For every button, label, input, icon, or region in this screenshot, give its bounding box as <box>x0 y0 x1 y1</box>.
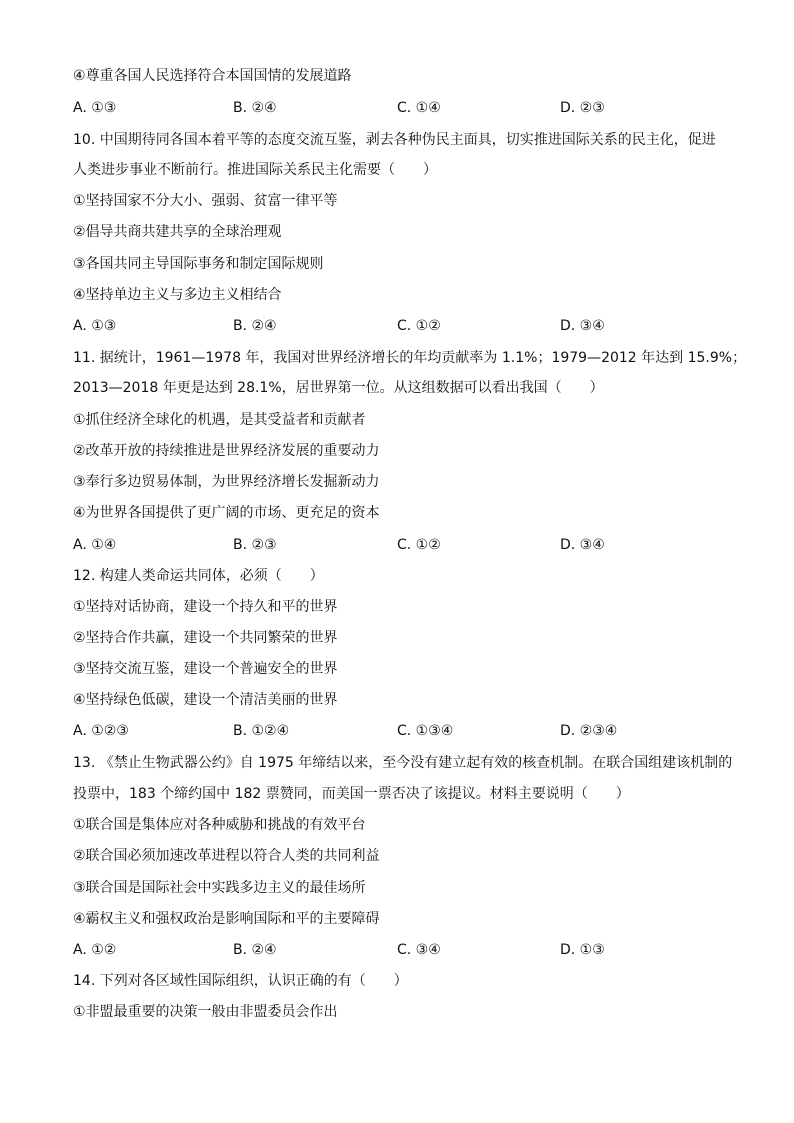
q12-option-c: C. ①③④ <box>397 723 454 739</box>
q10-option-b: B. ②④ <box>233 318 277 334</box>
q11-stem-line2: 2013—2018 年更是达到 28.1%，居世界第一位。从这组数据可以看出我国（ ） <box>73 380 604 396</box>
q13-stem-line2: 投票中，183 个缔约国中 182 票赞同，而美国一票否决了该提议。材料主要说明（ ） <box>73 786 630 802</box>
q9-option-c: C. ①④ <box>397 100 441 116</box>
q9-option-a: A. ①③ <box>73 100 117 116</box>
q12-option-d: D. ②③④ <box>560 723 618 739</box>
q14-stem-line1: 14. 下列对各区域性国际组织，认识正确的有（ ） <box>73 973 408 989</box>
q10-option-a: A. ①③ <box>73 318 117 334</box>
q10-item-3: ③各国共同主导国际事务和制定国际规则 <box>73 256 324 272</box>
q12-item-2: ②坚持合作共赢，建设一个共同繁荣的世界 <box>73 630 338 646</box>
q10-item-2: ②倡导共商共建共享的全球治理观 <box>73 224 282 240</box>
q13-item-3: ③联合国是国际社会中实践多边主义的最佳场所 <box>73 880 366 896</box>
q11-item-3: ③奉行多边贸易体制，为世界经济增长发掘新动力 <box>73 474 380 490</box>
q10-option-c: C. ①② <box>397 318 441 334</box>
q9-option-b: B. ②④ <box>233 100 277 116</box>
q13-option-d: D. ①③ <box>560 942 605 958</box>
q11-item-2: ②改革开放的持续推进是世界经济发展的重要动力 <box>73 443 380 459</box>
q9-options <box>73 99 733 117</box>
q12-option-a: A. ①②③ <box>73 723 129 739</box>
q10-option-d: D. ③④ <box>560 318 605 334</box>
q11-option-b: B. ②③ <box>233 537 277 553</box>
q10-stem-line2: 人类进步事业不断前行。推进国际关系民主化需要（ ） <box>73 162 437 178</box>
q11-options <box>73 536 733 554</box>
q13-options <box>73 941 733 959</box>
q12-options <box>73 722 733 740</box>
q13-stem-line1: 13. 《禁止生物武器公约》自 1975 年缔结以来，至今没有建立起有效的核查机制。在联合国组建该机制的 <box>73 755 733 771</box>
q12-item-4: ④坚持绿色低碳，建设一个清洁美丽的世界 <box>73 692 338 708</box>
q10-options <box>73 317 733 335</box>
q9-option-d: D. ②③ <box>560 100 605 116</box>
q10-item-1: ①坚持国家不分大小、强弱、贫富一律平等 <box>73 193 338 209</box>
q12-option-b: B. ①②④ <box>233 723 290 739</box>
q13-item-1: ①联合国是集体应对各种威胁和挑战的有效平台 <box>73 817 366 833</box>
q13-item-2: ②联合国必须加速改革进程以符合人类的共同利益 <box>73 848 380 864</box>
q14-item-1: ①非盟最重要的决策一般由非盟委员会作出 <box>73 1004 338 1020</box>
q11-stem-line1: 11. 据统计，1961—1978 年，我国对世界经济增长的年均贡献率为 1.1%；1979—2012 年达到 15.9%； <box>73 350 747 366</box>
q13-option-b: B. ②④ <box>233 942 277 958</box>
q13-item-4: ④霸权主义和强权政治是影响国际和平的主要障碍 <box>73 911 380 927</box>
q12-item-3: ③坚持交流互鉴，建设一个普遍安全的世界 <box>73 661 338 677</box>
q11-item-4: ④为世界各国提供了更广阔的市场、更充足的资本 <box>73 505 380 521</box>
q10-stem-line1: 10. 中国期待同各国本着平等的态度交流互鉴，剥去各种伪民主面具，切实推进国际关系的民主化，促进 <box>73 132 716 148</box>
q12-item-1: ①坚持对话协商，建设一个持久和平的世界 <box>73 599 338 615</box>
q13-option-a: A. ①② <box>73 942 117 958</box>
q11-option-a: A. ①④ <box>73 537 117 553</box>
q13-option-c: C. ③④ <box>397 942 441 958</box>
q11-option-d: D. ③④ <box>560 537 605 553</box>
q9-item-4: ④尊重各国人民选择符合本国国情的发展道路 <box>73 68 352 84</box>
q11-option-c: C. ①② <box>397 537 441 553</box>
q11-item-1: ①抓住经济全球化的机遇，是其受益者和贡献者 <box>73 412 366 428</box>
q10-item-4: ④坚持单边主义与多边主义相结合 <box>73 287 282 303</box>
q12-stem-line1: 12. 构建人类命运共同体，必须（ ） <box>73 568 324 584</box>
